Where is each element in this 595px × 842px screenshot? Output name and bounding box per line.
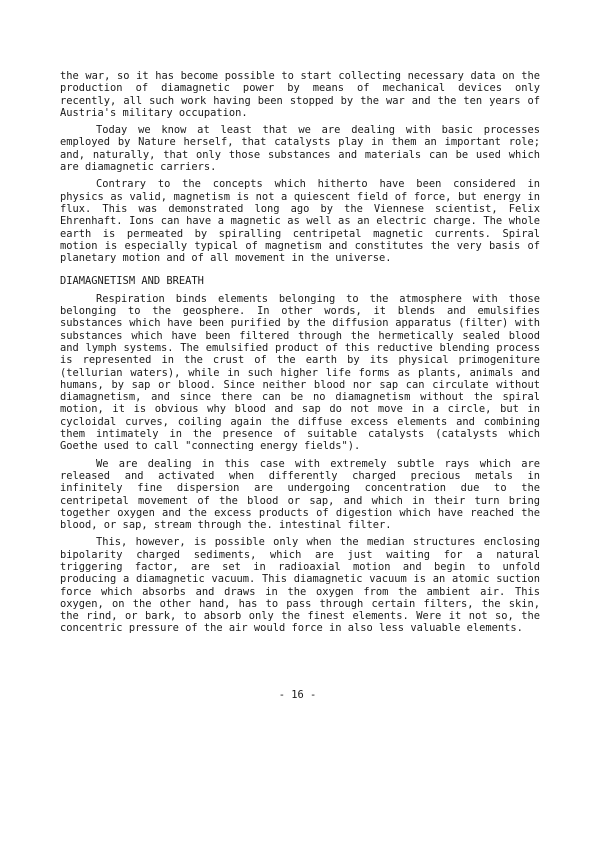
section-heading: DIAMAGNETISM AND BREATH: [60, 275, 204, 288]
document-body: [60, 70, 540, 640]
page-number: - 16 -: [278, 689, 317, 701]
paragraph: Contrary to the concepts which hitherto have been considered in physics as valid, magnetism is not a quiescent field of force, but energy in flux. This was demonstrated long ago by the Viennese scientist, Felix Ehrenhaft. Ions can have a magnetic as well as an electric charge. The whole earth is permeated by spiralling centripetal magnetic currents. Spiral motion is especially typical of magnetism and constitutes the very basis of planetary motion and of all movement in the universe.: [60, 178, 540, 265]
paragraph: We are dealing in this case with extremely subtle rays which are released and activated when differently charged precious metals in infinitely fine dispersion are undergoing concentration due to the centripetal movement of the blood or sap, and which in their turn bring together oxygen and the excess products of digestion which have reached the blood, or sap, stream through the. intestinal filter.: [60, 457, 540, 532]
paragraph: Respiration binds elements belonging to the atmosphere with those belonging to the geosphere. In other words, it blends and emulsifies substances which have been purified by the diffusion apparatus (filter) with substances which have been filtered through the hermetically sealed blood and lymph systems. The emulsified product of this reductive blending process is represented in the crust of the earth by its physical primogeniture (tellurian waters), while in such higher life forms as plants, animals and humans, by sap or blood. Since neither blood nor sap can circulate without diamagnetism, and since there can be no diamagnetism without the spiral motion, it is obvious why blood and sap do not move in a circle, but in cycloidal curves, coiling again the diffuse excess elements and combining them intimately in the presence of suitable catalysts (catalysts which Goethe used to call "connecting energy fields").: [60, 292, 540, 453]
paragraph: This, however, is possible only when the median structures enclosing bipolarity charged sediments, which are just waiting for a natural triggering factor, are set in radioaxial motion and begin to unfold producing a diamagnetic vacuum. This diamagnetic vacuum is an atomic suction force which absorbs and draws in the oxygen from the ambient air. This oxygen, on the other hand, has to pass through certain filters, the skin, the rind, or bark, to absorb only the finest elements. Were it not so, the concentric pressure of the air would force in also less valuable elements.: [60, 536, 540, 635]
paragraph-continued: the war, so it has become possible to start collecting necessary data on the production of diamagnetic power by means of mechanical devices only recently, all such work having been stopped by the war and the ten years of Austria's military occupation.: [60, 70, 540, 119]
paragraph: Today we know at least that we are dealing with basic processes employed by Nature herself, that catalysts play in them an important role; and, naturally, that only those substances and materials can be used which are diamagnetic carriers.: [60, 124, 540, 174]
